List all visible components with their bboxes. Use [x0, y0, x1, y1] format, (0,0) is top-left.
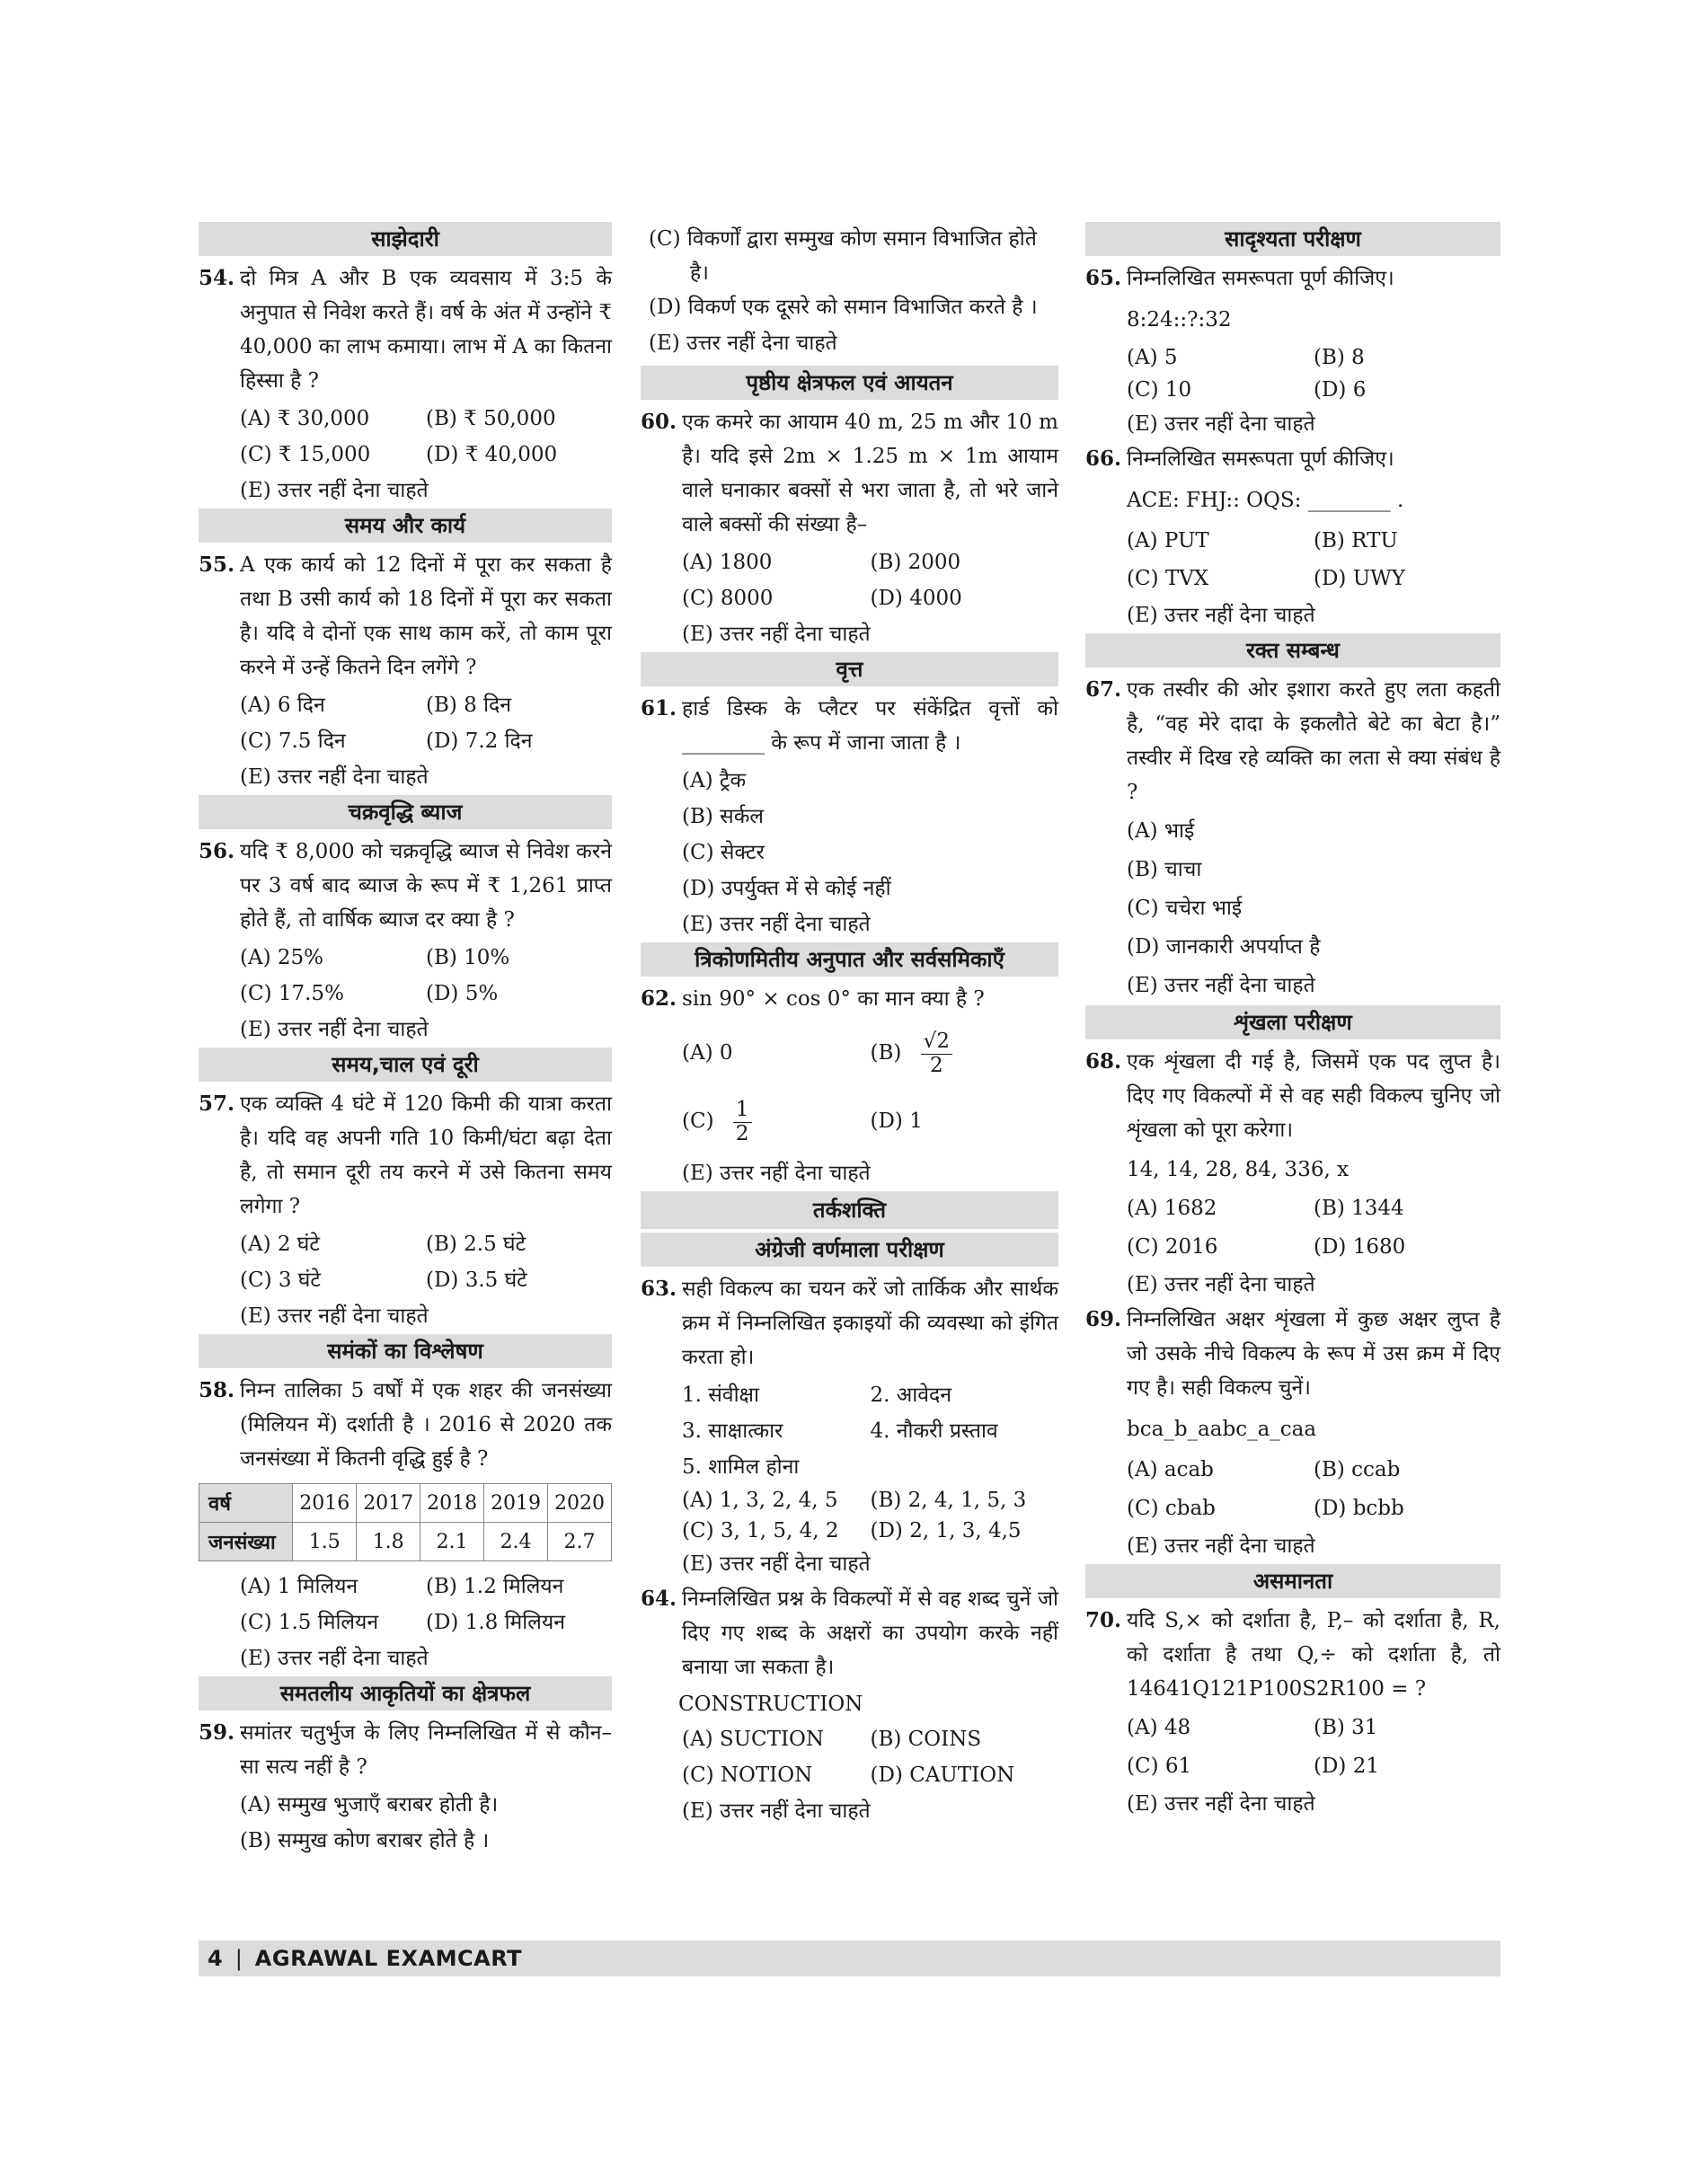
- expression: 8:24::?:32: [1127, 308, 1232, 332]
- question-text: यदि S,× को दर्शाता है, P,– को दर्शाता है, R, को दर्शाता है तथा Q,÷ को दर्शाता है, तो 14641Q121P100S2R100 = ?: [1127, 1609, 1500, 1701]
- section-heading-major: तर्कशक्ति: [641, 1191, 1058, 1229]
- option-a: (A) 0: [682, 1041, 733, 1065]
- option-b: (B) चाचा: [1127, 858, 1202, 881]
- section-heading: सादृश्यता परीक्षण: [1085, 222, 1500, 256]
- question-68: [1085, 1045, 1500, 1147]
- option-c: (C) 2016: [1127, 1235, 1218, 1259]
- options: [1085, 812, 1500, 1005]
- option-b: (B) ₹ 50,000: [426, 407, 556, 430]
- question-number: 58.: [199, 1378, 235, 1402]
- question-text: निम्नलिखित अक्षर शृंखला में कुछ अक्षर लुप्त है जो उसके नीचे विकल्प के रूप में उस क्रम में दिए गए है। सही विकल्प चुनें।: [1127, 1308, 1500, 1400]
- table-cell: 1.5: [293, 1523, 357, 1561]
- option-c: (C) 8000: [682, 587, 774, 610]
- option-b: (B) 10%: [426, 946, 510, 969]
- option-e: (E) उत्तर नहीं देना चाहते: [240, 765, 429, 789]
- option-d: (D) bcbb: [1314, 1497, 1404, 1520]
- option-c: (C) चचेरा भाई: [1127, 897, 1243, 920]
- question-56: [199, 835, 612, 937]
- table-cell: 2.4: [484, 1523, 548, 1561]
- option-e: (E) उत्तर नहीं देना चाहते: [240, 1647, 429, 1670]
- section-heading: चक्रवृद्धि ब्याज: [199, 795, 612, 829]
- option-a: (A) 1682: [1127, 1197, 1217, 1220]
- question-text: एक शृंखला दी गई है, जिसमें एक पद लुप्त है। दिए गए विकल्पों में से वह सही विकल्प चुनिए जो शृंखला को पूरा करेगा।: [1127, 1050, 1500, 1142]
- option-a: (A) ₹ 30,000: [240, 407, 370, 430]
- question-60: [641, 405, 1058, 542]
- question-text: दो मित्र A और B एक व्यवसाय में 3:5 के अनुपात से निवेश करते हैं। वर्ष के अंत में उन्होंने ₹ 40,000 का लाभ कमाया। लाभ में A का कितना हिस्सा है ?: [240, 267, 612, 393]
- option-b: (B) 2000: [870, 551, 961, 574]
- option-d: (D) जानकारी अपर्याप्त है: [1127, 935, 1321, 959]
- option-d: (D) 5%: [426, 982, 499, 1005]
- options: [641, 1019, 1058, 1191]
- option-a: (A) 48: [1127, 1716, 1191, 1739]
- question-number: 68.: [1085, 1049, 1122, 1074]
- options: [1085, 1709, 1500, 1822]
- brand-logo: AGRAWAL EXAMCART: [254, 1946, 522, 1971]
- options: [1085, 1189, 1500, 1303]
- question-text: हार्ड डिस्क के प्लैटर पर संकेंद्रित वृत्तों को ________ के रूप में जाना जाता है ।: [682, 697, 1058, 755]
- question-63: [641, 1272, 1058, 1375]
- question-69: [1085, 1303, 1500, 1405]
- question-number: 60.: [641, 410, 677, 434]
- section-heading: समय,चाल एवं दूरी: [199, 1048, 612, 1082]
- question-64: [641, 1582, 1058, 1684]
- option-e: (E) उत्तर नहीं देना चाहते: [240, 1304, 429, 1328]
- options: [1085, 341, 1500, 442]
- question-text: निम्न तालिका 5 वर्षों में एक शहर की जनसंख्या (मिलियन में) दर्शाती है । 2016 से 2020 तक जनसंख्या में कितनी वृद्धि हुई है ?: [240, 1379, 612, 1471]
- option-c: (C) cbab: [1127, 1497, 1216, 1520]
- option-e: (E) उत्तर नहीं देना चाहते: [1127, 412, 1315, 436]
- question-65: [1085, 261, 1500, 296]
- table-cell: 2.7: [548, 1523, 612, 1561]
- question-55: [199, 548, 612, 685]
- expression: 14, 14, 28, 84, 336, x: [1127, 1158, 1350, 1181]
- option-b: (B) 1344: [1314, 1197, 1404, 1220]
- table-cell: 2016: [293, 1484, 357, 1523]
- option-d: (D) 1680: [1314, 1235, 1406, 1259]
- option-b: (B) सम्मुख कोण बराबर होते है ।: [240, 1829, 490, 1852]
- option-d: (D) 1: [870, 1109, 923, 1133]
- population-table: [199, 1483, 612, 1561]
- page-footer: [199, 1940, 1500, 1976]
- fraction-denominator: 2: [930, 1053, 943, 1077]
- options: [199, 687, 612, 795]
- given-word: CONSTRUCTION: [678, 1693, 863, 1716]
- column-right: [1085, 222, 1500, 1822]
- expression: ACE: FHJ:: OQS: ________ .: [1127, 489, 1404, 512]
- option-a: (A) SUCTION: [682, 1728, 825, 1751]
- table-row-population: [199, 1523, 612, 1561]
- option-d: (D) 2, 1, 3, 4,5: [870, 1519, 1022, 1543]
- question-text: sin 90° × cos 0° का मान क्या है ?: [682, 987, 985, 1011]
- fraction-denominator: 2: [735, 1121, 749, 1145]
- options: [641, 1485, 1058, 1582]
- option-a: (A) ट्रैक: [682, 769, 747, 792]
- options: [199, 1787, 612, 1859]
- fraction: [921, 1030, 952, 1077]
- column-middle: [641, 222, 1058, 1829]
- option-c: (C) 10: [1127, 378, 1192, 402]
- option-d: (D) ₹ 40,000: [426, 443, 558, 466]
- option-b: (B) 1.2 मिलियन: [426, 1575, 564, 1598]
- list-item: 2. आवेदन: [870, 1383, 952, 1407]
- option-a: (A) 5: [1127, 346, 1178, 369]
- option-a: (A) भाई: [1127, 819, 1195, 843]
- column-left: [199, 222, 612, 1859]
- option-e: (E) उत्तर नहीं देना चाहते: [682, 1162, 871, 1185]
- options: [641, 544, 1058, 652]
- option-c: (C) 61: [1127, 1755, 1192, 1778]
- option-b: (B) COINS: [870, 1728, 982, 1751]
- option-d: (D) CAUTION: [870, 1764, 1015, 1787]
- options: [199, 940, 612, 1048]
- question-number: 63.: [641, 1277, 677, 1301]
- question-number: 64.: [641, 1587, 677, 1611]
- option-c-label: (C): [682, 1109, 714, 1133]
- option-d: (D) 4000: [870, 587, 962, 610]
- table-header-year: वर्ष: [199, 1484, 293, 1523]
- option-a: (A) सम्मुख भुजाएँ बराबर होती है।: [240, 1793, 499, 1817]
- option-e: (E) उत्तर नहीं देना चाहते: [649, 332, 837, 355]
- question-number: 70.: [1085, 1608, 1122, 1632]
- question-number: 66.: [1085, 446, 1122, 471]
- question-number: 61.: [641, 696, 677, 720]
- option-c: (C) 7.5 दिन: [240, 729, 346, 753]
- option-e: (E) उत्तर नहीं देना चाहते: [682, 1799, 871, 1823]
- question-text: समांतर चतुर्भुज के लिए निम्नलिखित में से कौन–सा सत्य नहीं है ?: [240, 1721, 612, 1779]
- section-heading: अंग्रेजी वर्णमाला परीक्षण: [641, 1233, 1058, 1267]
- list-item: 3. साक्षात्कार: [682, 1419, 783, 1443]
- question-58: [199, 1374, 612, 1476]
- fraction: [733, 1099, 752, 1145]
- question-62: [641, 982, 1058, 1016]
- question-text: यदि ₹ 8,000 को चक्रवृद्धि ब्याज से निवेश करने पर 3 वर्ष बाद ब्याज के रूप में ₹ 1,261 प्राप्त होते हैं, तो वार्षिक ब्याज दर क्या है ?: [240, 840, 612, 932]
- table-cell: 2020: [548, 1484, 612, 1523]
- option-e: (E) उत्तर नहीं देना चाहते: [1127, 1534, 1315, 1558]
- option-a: (A) PUT: [1127, 529, 1209, 553]
- section-heading: समय और कार्य: [199, 508, 612, 543]
- option-d: (D) उपर्युक्त में से कोई नहीं: [682, 877, 891, 900]
- option-a: (A) 1 मिलियन: [240, 1575, 358, 1598]
- options: [199, 401, 612, 508]
- question-number: 67.: [1085, 677, 1122, 702]
- options: [199, 1226, 612, 1334]
- list-item: 1. संवीक्षा: [682, 1383, 759, 1407]
- option-e: (E) उत्तर नहीं देना चाहते: [1127, 604, 1315, 627]
- question-54: [199, 261, 612, 398]
- page-number: 4: [208, 1946, 223, 1971]
- option-b: (B) 31: [1314, 1716, 1378, 1739]
- option-e: (E) उत्तर नहीं देना चाहते: [240, 1018, 429, 1041]
- list-item: 5. शामिल होना: [682, 1455, 800, 1479]
- option-b-label: (B): [870, 1041, 902, 1065]
- section-heading: समतलीय आकृतियों का क्षेत्रफल: [199, 1676, 612, 1711]
- option-e: (E) उत्तर नहीं देना चाहते: [1127, 1792, 1315, 1816]
- option-e: (E) उत्तर नहीं देना चाहते: [682, 913, 871, 936]
- option-d: (D) 7.2 दिन: [426, 729, 533, 753]
- fraction-numerator: √2: [921, 1030, 952, 1054]
- question-67: [1085, 673, 1500, 809]
- section-heading: शृंखला परीक्षण: [1085, 1005, 1500, 1039]
- option-a: (A) acab: [1127, 1458, 1214, 1481]
- option-c: (C) ₹ 15,000: [240, 443, 371, 466]
- table-cell: 2017: [357, 1484, 420, 1523]
- options: [641, 763, 1058, 942]
- option-c: (C) 1.5 मिलियन: [240, 1611, 379, 1634]
- question-70: [1085, 1604, 1500, 1706]
- option-d: (D) 1.8 मिलियन: [426, 1611, 565, 1634]
- option-d: (D) 6: [1314, 378, 1367, 402]
- question-number: 54.: [199, 266, 235, 290]
- option-b: (B) RTU: [1314, 529, 1398, 553]
- option-a: (A) 2 घंटे: [240, 1233, 320, 1256]
- question-text: A एक कार्य को 12 दिनों में पूरा कर सकता है तथा B उसी कार्य को 18 दिनों में पूरा कर सकता है। यदि वे दोनों एक साथ काम करें, तो काम पूरा करने में उन्हें कितने दिन लगेंगे ?: [240, 553, 612, 679]
- items-list: [641, 1377, 1058, 1485]
- options: [1085, 522, 1500, 633]
- section-heading: त्रिकोणमितीय अनुपात और सर्वसमिकाएँ: [641, 942, 1058, 977]
- question-number: 65.: [1085, 266, 1122, 290]
- question-number: 62.: [641, 986, 677, 1011]
- options: [1085, 1451, 1500, 1564]
- question-number: 56.: [199, 839, 235, 863]
- option-b: (B) 2.5 घंटे: [426, 1233, 527, 1256]
- option-c: (C) 17.5%: [240, 982, 344, 1005]
- option-d: (D) 21: [1314, 1755, 1379, 1778]
- option-b: [871, 1019, 1059, 1087]
- question-text: निम्नलिखित समरूपता पूर्ण कीजिए।: [1127, 267, 1394, 290]
- question-text: एक तस्वीर की ओर इशारा करते हुए लता कहती है, “वह मेरे दादा के इकलौते बेटे का बेटा है।” तस्वीर में दिख रहे व्यक्ति का लता से क्या संबंध है ?: [1127, 678, 1500, 804]
- question-text: सही विकल्प का चयन करें जो तार्किक और सार्थक क्रम में निम्नलिखित इकाइयों की व्यवस्था को इंगित करता हो।: [682, 1277, 1058, 1369]
- list-item: 4. नौकरी प्रस्ताव: [870, 1419, 998, 1443]
- option-d: (D) 3.5 घंटे: [426, 1269, 527, 1292]
- option-e: (E) उत्तर नहीं देना चाहते: [1127, 1273, 1315, 1296]
- question-number: 69.: [1085, 1307, 1122, 1331]
- option-b: (B) 8 दिन: [426, 694, 512, 717]
- table-cell: 2019: [484, 1484, 548, 1523]
- table-row-year: [199, 1484, 612, 1523]
- option-b: (B) 8: [1314, 346, 1365, 369]
- option-d: (D) विकर्ण एक दूसरे को समान विभाजित करते है ।: [649, 296, 1038, 319]
- option-d: (D) UWY: [1314, 567, 1405, 590]
- option-c: [682, 1087, 871, 1155]
- option-e: (E) उत्तर नहीं देना चाहते: [682, 1552, 871, 1576]
- table-header-population: जनसंख्या: [199, 1523, 293, 1561]
- expression: bca_b_aabc_a_caa: [1127, 1418, 1317, 1441]
- option-c: (C) NOTION: [682, 1764, 813, 1787]
- table-cell: 2018: [420, 1484, 484, 1523]
- question-text: निम्नलिखित प्रश्न के विकल्पों में से वह शब्द चुनें जो दिए गए शब्द के अक्षरों का उपयोग करके नहीं बनाया जा सकता है।: [682, 1587, 1058, 1679]
- question-number: 57.: [199, 1092, 235, 1116]
- option-a: (A) 1800: [682, 551, 773, 574]
- option-c: (C) सेक्टर: [682, 841, 765, 864]
- question-57: [199, 1087, 612, 1224]
- options: [641, 1721, 1058, 1829]
- section-heading: साझेदारी: [199, 222, 612, 256]
- option-b: (B) ccab: [1314, 1458, 1401, 1481]
- section-heading: समंकों का विश्लेषण: [199, 1334, 612, 1368]
- option-a: (A) 6 दिन: [240, 694, 325, 717]
- option-c: (C) विकर्णों द्वारा सम्मुख कोण समान विभाजित होते है।: [649, 227, 1037, 285]
- option-c: (C) TVX: [1127, 567, 1209, 590]
- option-b: (B) सर्कल: [682, 805, 764, 828]
- section-heading: रक्त सम्बन्ध: [1085, 633, 1500, 667]
- option-c: (C) 3, 1, 5, 4, 2: [682, 1519, 839, 1543]
- table-cell: 1.8: [357, 1523, 420, 1561]
- question-59: [199, 1716, 612, 1784]
- option-a: (A) 1, 3, 2, 4, 5: [682, 1489, 838, 1512]
- section-heading: असमानता: [1085, 1564, 1500, 1598]
- fraction-numerator: 1: [733, 1099, 752, 1122]
- option-b: (B) 2, 4, 1, 5, 3: [870, 1489, 1027, 1512]
- section-heading: वृत्त: [641, 652, 1058, 686]
- option-a: (A) 25%: [240, 946, 323, 969]
- question-text: एक कमरे का आयाम 40 m, 25 m और 10 m है। यदि इसे 2m × 1.25 m × 1m आयाम वाले घनाकार बक्सों से भरा जाता है, तो भरे जाने वाले बक्सों की संख्या है–: [682, 411, 1058, 536]
- table-cell: 2.1: [420, 1523, 484, 1561]
- question-text: निम्नलिखित समरूपता पूर्ण कीजिए।: [1127, 447, 1394, 471]
- footer-separator: |: [235, 1946, 243, 1971]
- question-text: एक व्यक्ति 4 घंटे में 120 किमी की यात्रा करता है। यदि वह अपनी गति 10 किमी/घंटा बढ़ा देता है, तो समान दूरी तय करने में उसे कितना समय लगेगा ?: [240, 1092, 612, 1218]
- question-66: [1085, 442, 1500, 476]
- question-61: [641, 692, 1058, 760]
- question-number: 55.: [199, 553, 235, 577]
- option-c: (C) 3 घंटे: [240, 1269, 321, 1292]
- question-number: 59.: [199, 1720, 235, 1745]
- option-e: (E) उत्तर नहीं देना चाहते: [240, 479, 429, 502]
- options: [199, 1569, 612, 1676]
- section-heading: पृष्ठीय क्षेत्रफल एवं आयतन: [641, 366, 1058, 400]
- option-e: (E) उत्तर नहीं देना चाहते: [682, 623, 871, 646]
- option-e: (E) उत्तर नहीं देना चाहते: [1127, 974, 1315, 997]
